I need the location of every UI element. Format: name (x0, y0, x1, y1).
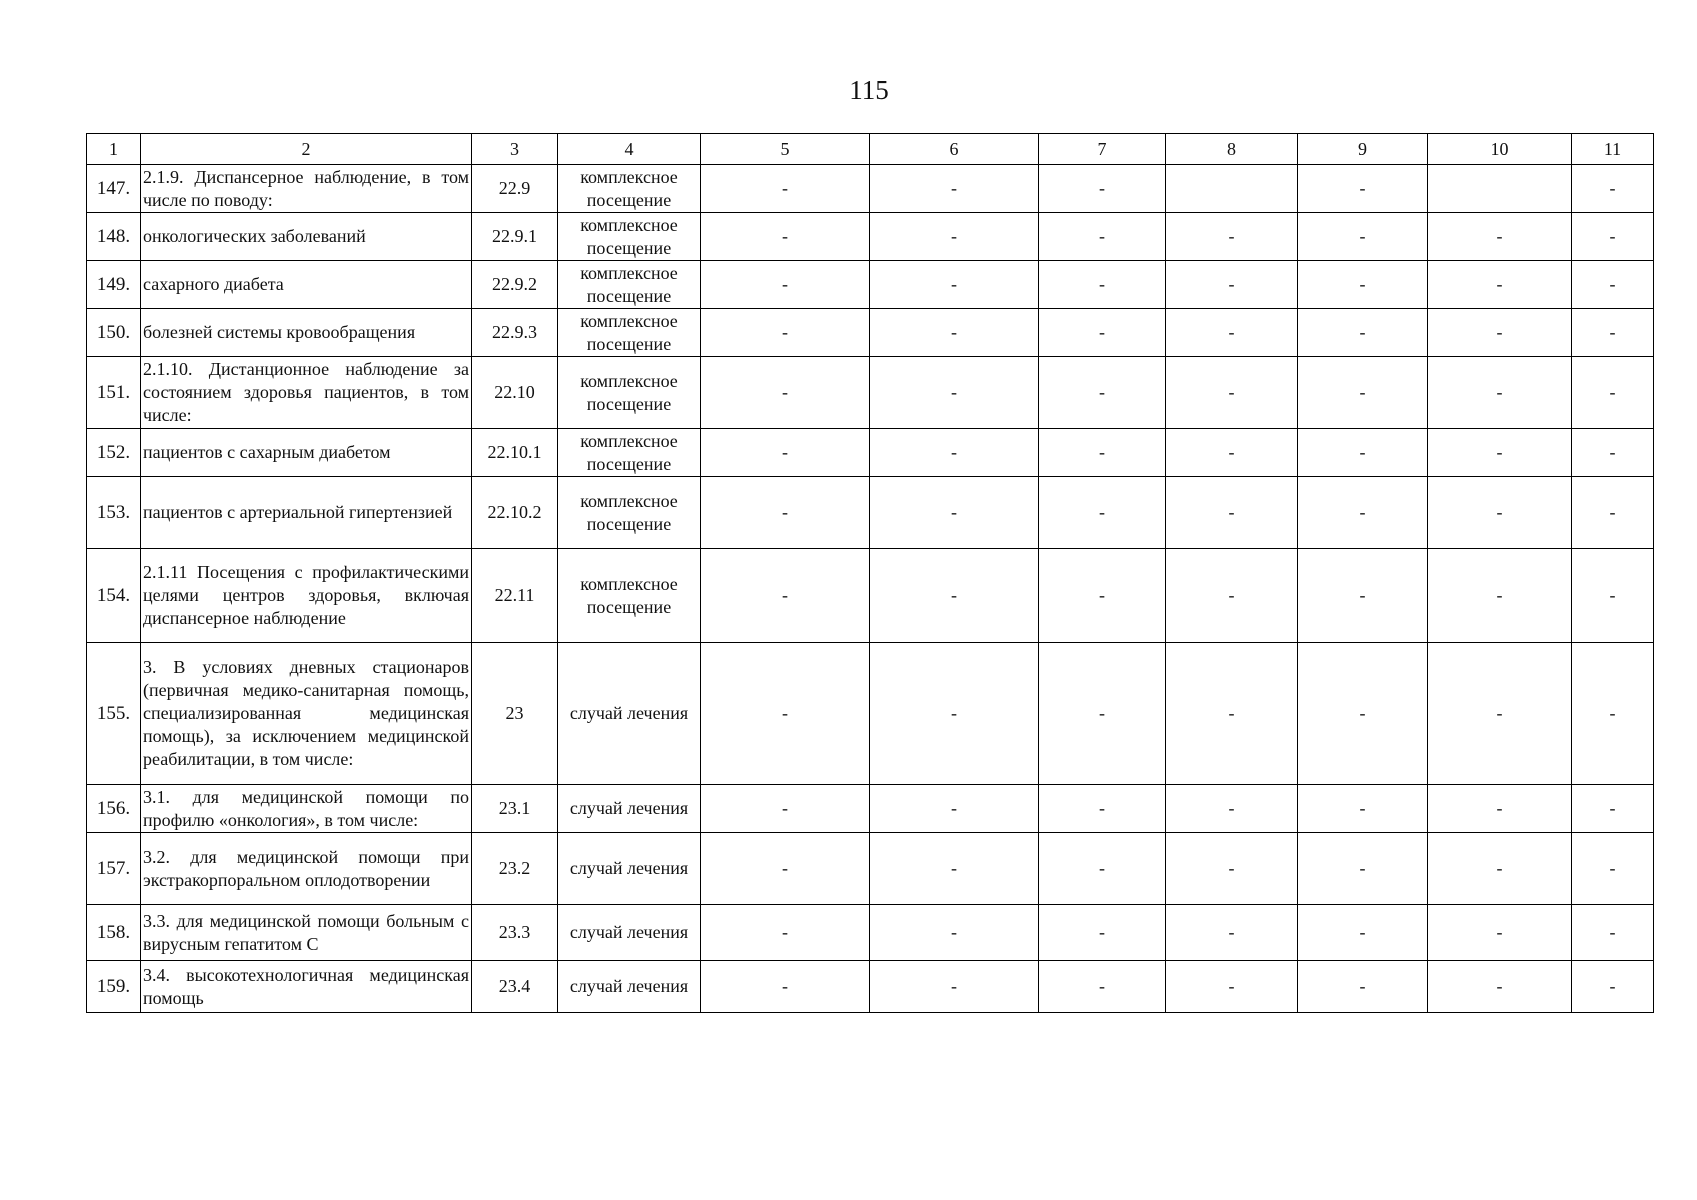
row-name: 3.2. для медицинской помощи при экстракорпоральном оплодотворении (141, 833, 472, 905)
row-value-col-9: - (1298, 833, 1428, 905)
row-value-col-8: - (1166, 261, 1298, 309)
row-value-col-10: - (1428, 833, 1572, 905)
row-unit: комплексное посещение (558, 261, 701, 309)
table-row (87, 165, 1654, 213)
row-value-col-11: - (1572, 309, 1654, 357)
row-value-col-9: - (1298, 477, 1428, 549)
row-number: 154. (87, 549, 141, 643)
table-body (87, 165, 1654, 1013)
row-value-col-6: - (870, 785, 1039, 833)
row-code: 23.4 (472, 961, 558, 1013)
row-value-col-6: - (870, 549, 1039, 643)
row-value-col-5: - (701, 261, 870, 309)
page-number: 115 (849, 75, 889, 105)
row-value-col-7: - (1039, 477, 1166, 549)
table-row (87, 213, 1654, 261)
row-unit: случай лечения (558, 905, 701, 961)
row-value-col-6: - (870, 477, 1039, 549)
row-unit: комплексное посещение (558, 213, 701, 261)
row-number: 157. (87, 833, 141, 905)
row-name: 2.1.11 Посещения с профилактическими целями центров здоровья, включая диспансерное наблюдение (141, 549, 472, 643)
row-unit: комплексное посещение (558, 477, 701, 549)
row-value-col-7: - (1039, 961, 1166, 1013)
table-row (87, 833, 1654, 905)
row-value-col-5: - (701, 213, 870, 261)
row-value-col-10: - (1428, 549, 1572, 643)
row-unit: комплексное посещение (558, 309, 701, 357)
row-code: 22.10.1 (472, 429, 558, 477)
row-value-col-5: - (701, 357, 870, 429)
row-number: 152. (87, 429, 141, 477)
row-code: 22.11 (472, 549, 558, 643)
column-header: 1 (87, 134, 141, 165)
row-value-col-5: - (701, 905, 870, 961)
row-name: 3.1. для медицинской помощи по профилю «онкология», в том числе: (141, 785, 472, 833)
row-value-col-6: - (870, 961, 1039, 1013)
row-value-col-6: - (870, 429, 1039, 477)
table-row (87, 261, 1654, 309)
column-header: 4 (558, 134, 701, 165)
row-number: 150. (87, 309, 141, 357)
row-value-col-9: - (1298, 261, 1428, 309)
row-value-col-11: - (1572, 643, 1654, 785)
row-value-col-7: - (1039, 785, 1166, 833)
row-value-col-10 (1428, 165, 1572, 213)
row-value-col-7: - (1039, 905, 1166, 961)
row-value-col-8: - (1166, 785, 1298, 833)
row-value-col-5: - (701, 165, 870, 213)
row-code: 22.9.3 (472, 309, 558, 357)
row-value-col-11: - (1572, 357, 1654, 429)
row-number: 159. (87, 961, 141, 1013)
row-value-col-10: - (1428, 261, 1572, 309)
table-row (87, 961, 1654, 1013)
row-value-col-10: - (1428, 309, 1572, 357)
row-value-col-8: - (1166, 429, 1298, 477)
row-name: пациентов с сахарным диабетом (141, 429, 472, 477)
row-value-col-7: - (1039, 429, 1166, 477)
row-name: 3. В условиях дневных стационаров (первичная медико-санитарная помощь, специализированная медицинская помощь), за исключением медицинской реабилитации, в том числе: (141, 643, 472, 785)
row-value-col-8: - (1166, 905, 1298, 961)
row-value-col-7: - (1039, 165, 1166, 213)
row-name: 3.4. высокотехнологичная медицинская помощь (141, 961, 472, 1013)
row-value-col-8: - (1166, 549, 1298, 643)
column-header: 8 (1166, 134, 1298, 165)
row-value-col-5: - (701, 833, 870, 905)
row-value-col-9: - (1298, 357, 1428, 429)
table-row (87, 785, 1654, 833)
column-header: 3 (472, 134, 558, 165)
row-code: 22.9 (472, 165, 558, 213)
row-name: 2.1.9. Диспансерное наблюдение, в том числе по поводу: (141, 165, 472, 213)
row-value-col-10: - (1428, 785, 1572, 833)
column-header: 10 (1428, 134, 1572, 165)
table-row (87, 429, 1654, 477)
row-number: 153. (87, 477, 141, 549)
row-value-col-10: - (1428, 213, 1572, 261)
data-table (86, 133, 1654, 1013)
row-value-col-7: - (1039, 309, 1166, 357)
row-value-col-6: - (870, 833, 1039, 905)
column-header: 2 (141, 134, 472, 165)
row-value-col-6: - (870, 165, 1039, 213)
row-unit: случай лечения (558, 785, 701, 833)
row-value-col-8 (1166, 165, 1298, 213)
row-name: сахарного диабета (141, 261, 472, 309)
row-value-col-10: - (1428, 357, 1572, 429)
row-name: пациентов с артериальной гипертензией (141, 477, 472, 549)
row-value-col-8: - (1166, 309, 1298, 357)
table-row (87, 477, 1654, 549)
row-value-col-9: - (1298, 961, 1428, 1013)
row-code: 23.1 (472, 785, 558, 833)
row-value-col-11: - (1572, 213, 1654, 261)
row-unit: случай лечения (558, 833, 701, 905)
row-value-col-10: - (1428, 905, 1572, 961)
row-value-col-6: - (870, 261, 1039, 309)
row-number: 151. (87, 357, 141, 429)
row-value-col-7: - (1039, 357, 1166, 429)
row-value-col-8: - (1166, 833, 1298, 905)
row-number: 148. (87, 213, 141, 261)
row-value-col-6: - (870, 643, 1039, 785)
row-value-col-7: - (1039, 643, 1166, 785)
row-value-col-9: - (1298, 785, 1428, 833)
row-value-col-8: - (1166, 213, 1298, 261)
row-unit: комплексное посещение (558, 429, 701, 477)
row-number: 156. (87, 785, 141, 833)
column-header: 5 (701, 134, 870, 165)
row-unit: случай лечения (558, 643, 701, 785)
row-value-col-11: - (1572, 429, 1654, 477)
table-row (87, 357, 1654, 429)
row-name: 2.1.10. Дистанционное наблюдение за состоянием здоровья пациентов, в том числе: (141, 357, 472, 429)
row-unit: комплексное посещение (558, 357, 701, 429)
row-value-col-8: - (1166, 357, 1298, 429)
row-value-col-5: - (701, 309, 870, 357)
row-code: 22.10.2 (472, 477, 558, 549)
row-name: онкологических заболеваний (141, 213, 472, 261)
row-value-col-5: - (701, 549, 870, 643)
row-value-col-7: - (1039, 261, 1166, 309)
row-value-col-5: - (701, 785, 870, 833)
row-value-col-11: - (1572, 549, 1654, 643)
row-code: 23.2 (472, 833, 558, 905)
table-row (87, 905, 1654, 961)
row-value-col-10: - (1428, 961, 1572, 1013)
row-unit: комплексное посещение (558, 165, 701, 213)
row-value-col-8: - (1166, 477, 1298, 549)
row-value-col-9: - (1298, 213, 1428, 261)
row-value-col-11: - (1572, 833, 1654, 905)
table-row (87, 309, 1654, 357)
row-name: 3.3. для медицинской помощи больным с вирусным гепатитом С (141, 905, 472, 961)
row-value-col-7: - (1039, 549, 1166, 643)
row-code: 23.3 (472, 905, 558, 961)
row-value-col-8: - (1166, 643, 1298, 785)
row-value-col-11: - (1572, 165, 1654, 213)
row-value-col-11: - (1572, 905, 1654, 961)
header-row (87, 134, 1654, 165)
row-value-col-10: - (1428, 429, 1572, 477)
table-row (87, 549, 1654, 643)
row-value-col-11: - (1572, 961, 1654, 1013)
row-value-col-5: - (701, 477, 870, 549)
row-code: 22.9.2 (472, 261, 558, 309)
column-header: 9 (1298, 134, 1428, 165)
column-header: 7 (1039, 134, 1166, 165)
row-value-col-10: - (1428, 643, 1572, 785)
row-number: 149. (87, 261, 141, 309)
row-value-col-11: - (1572, 785, 1654, 833)
row-code: 23 (472, 643, 558, 785)
row-number: 147. (87, 165, 141, 213)
row-number: 155. (87, 643, 141, 785)
column-header: 11 (1572, 134, 1654, 165)
row-value-col-5: - (701, 961, 870, 1013)
row-name: болезней системы кровообращения (141, 309, 472, 357)
row-value-col-6: - (870, 213, 1039, 261)
column-header: 6 (870, 134, 1039, 165)
row-value-col-9: - (1298, 549, 1428, 643)
row-value-col-7: - (1039, 833, 1166, 905)
row-value-col-7: - (1039, 213, 1166, 261)
row-value-col-9: - (1298, 165, 1428, 213)
table-row (87, 643, 1654, 785)
row-code: 22.9.1 (472, 213, 558, 261)
row-value-col-9: - (1298, 643, 1428, 785)
row-value-col-9: - (1298, 905, 1428, 961)
row-value-col-10: - (1428, 477, 1572, 549)
row-unit: случай лечения (558, 961, 701, 1013)
row-unit: комплексное посещение (558, 549, 701, 643)
row-value-col-6: - (870, 905, 1039, 961)
row-value-col-6: - (870, 357, 1039, 429)
row-code: 22.10 (472, 357, 558, 429)
row-value-col-6: - (870, 309, 1039, 357)
row-value-col-8: - (1166, 961, 1298, 1013)
row-number: 158. (87, 905, 141, 961)
row-value-col-5: - (701, 429, 870, 477)
row-value-col-9: - (1298, 429, 1428, 477)
row-value-col-5: - (701, 643, 870, 785)
row-value-col-11: - (1572, 477, 1654, 549)
row-value-col-9: - (1298, 309, 1428, 357)
row-value-col-11: - (1572, 261, 1654, 309)
